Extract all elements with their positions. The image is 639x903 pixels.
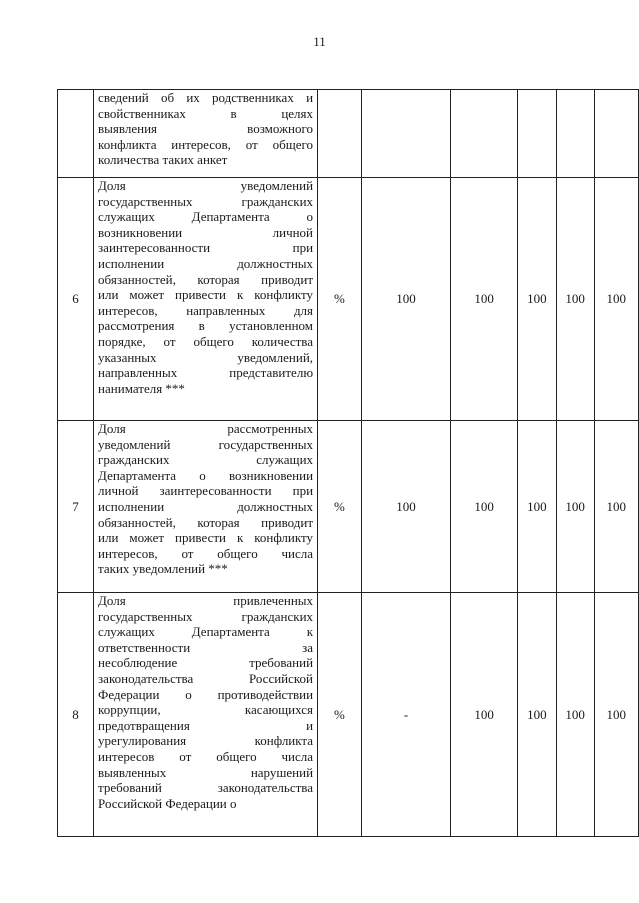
value-cell: 100: [556, 421, 594, 593]
value-cell: 100: [518, 178, 557, 421]
description-line: нанимателя ***: [98, 380, 185, 396]
row-number: 8: [58, 593, 94, 837]
description-line: таких уведомлений ***: [98, 561, 228, 577]
row-number: 7: [58, 421, 94, 593]
description-line: урегулирования конфликта: [98, 733, 314, 749]
description-line: предотвращения и: [98, 717, 314, 733]
unit-cell: %: [318, 421, 362, 593]
description-line: служащих Департамента о: [98, 209, 314, 225]
value-cell: 100: [594, 178, 638, 421]
description-line: интересов, от общего числа: [98, 545, 314, 561]
value-cell: 100: [451, 178, 518, 421]
description-line: гражданских служащих: [98, 452, 314, 468]
value-cell: 100: [518, 421, 557, 593]
description-line: исполнении должностных: [98, 255, 314, 271]
description-line: конфликта интересов, от общего: [98, 136, 314, 152]
value-cell: [556, 90, 594, 178]
indicator-description: [94, 90, 318, 178]
value-cell: 100: [594, 421, 638, 593]
description-line: или может привести к конфликту: [98, 287, 314, 303]
description-line: исполнении должностных: [98, 498, 314, 514]
description-line: рассмотрения в установленном: [98, 318, 314, 334]
value-cell: 100: [361, 421, 450, 593]
description-line: выявления возможного: [98, 121, 314, 137]
description-line: свойственниках в целях: [98, 105, 314, 121]
description-line: сведений об их родственниках и: [98, 90, 314, 105]
description-line: уведомлений государственных: [98, 436, 314, 452]
description-line: Департамента о возникновении: [98, 467, 314, 483]
value-cell: 100: [594, 593, 638, 837]
description-line: требований законодательства: [98, 780, 314, 796]
value-cell: [361, 90, 450, 178]
description-line: обязанностей, которая приводит: [98, 271, 314, 287]
indicator-description: [94, 178, 318, 421]
description-line: интересов от общего числа: [98, 748, 314, 764]
indicator-description: [94, 593, 318, 837]
value-cell: [518, 90, 557, 178]
unit-cell: %: [318, 178, 362, 421]
description-line: Доля рассмотренных: [98, 421, 314, 436]
description-line: обязанностей, которая приводит: [98, 514, 314, 530]
indicator-description: [94, 421, 318, 593]
description-line: личной заинтересованности при: [98, 483, 314, 499]
page-number: 11: [313, 34, 326, 49]
value-cell: [451, 90, 518, 178]
description-line: Российской Федерации о: [98, 795, 237, 811]
description-line: коррупции, касающихся: [98, 702, 314, 718]
description-line: служащих Департамента к: [98, 624, 314, 640]
table-row: [58, 593, 639, 837]
unit-cell: [318, 90, 362, 178]
value-cell: 100: [556, 593, 594, 837]
description-line: государственных гражданских: [98, 608, 314, 624]
description-line: несоблюдение требований: [98, 655, 314, 671]
description-line: возникновении личной: [98, 224, 314, 240]
indicators-table: [57, 89, 639, 837]
value-cell: 100: [518, 593, 557, 837]
row-number: [58, 90, 94, 178]
description-line: направленных представителю: [98, 365, 314, 381]
value-cell: -: [361, 593, 450, 837]
unit-cell: %: [318, 593, 362, 837]
value-cell: 100: [361, 178, 450, 421]
description-line: Доля уведомлений: [98, 178, 314, 193]
value-cell: 100: [556, 178, 594, 421]
description-line: государственных гражданских: [98, 193, 314, 209]
description-line: количества таких анкет: [98, 152, 228, 168]
value-cell: 100: [451, 593, 518, 837]
description-line: заинтересованности при: [98, 240, 314, 256]
description-line: или может привести к конфликту: [98, 530, 314, 546]
table-row: [58, 178, 639, 421]
table-row: [58, 90, 639, 178]
row-number: 6: [58, 178, 94, 421]
description-line: выявленных нарушений: [98, 764, 314, 780]
description-line: Федерации о противодействии: [98, 686, 314, 702]
value-cell: 100: [451, 421, 518, 593]
table-row: [58, 421, 639, 593]
value-cell: [594, 90, 638, 178]
description-line: интересов, направленных для: [98, 302, 314, 318]
description-line: указанных уведомлений,: [98, 349, 314, 365]
description-line: законодательства Российской: [98, 670, 314, 686]
description-line: Доля привлеченных: [98, 593, 314, 608]
description-line: ответственности за: [98, 639, 314, 655]
description-line: порядке, от общего количества: [98, 333, 314, 349]
